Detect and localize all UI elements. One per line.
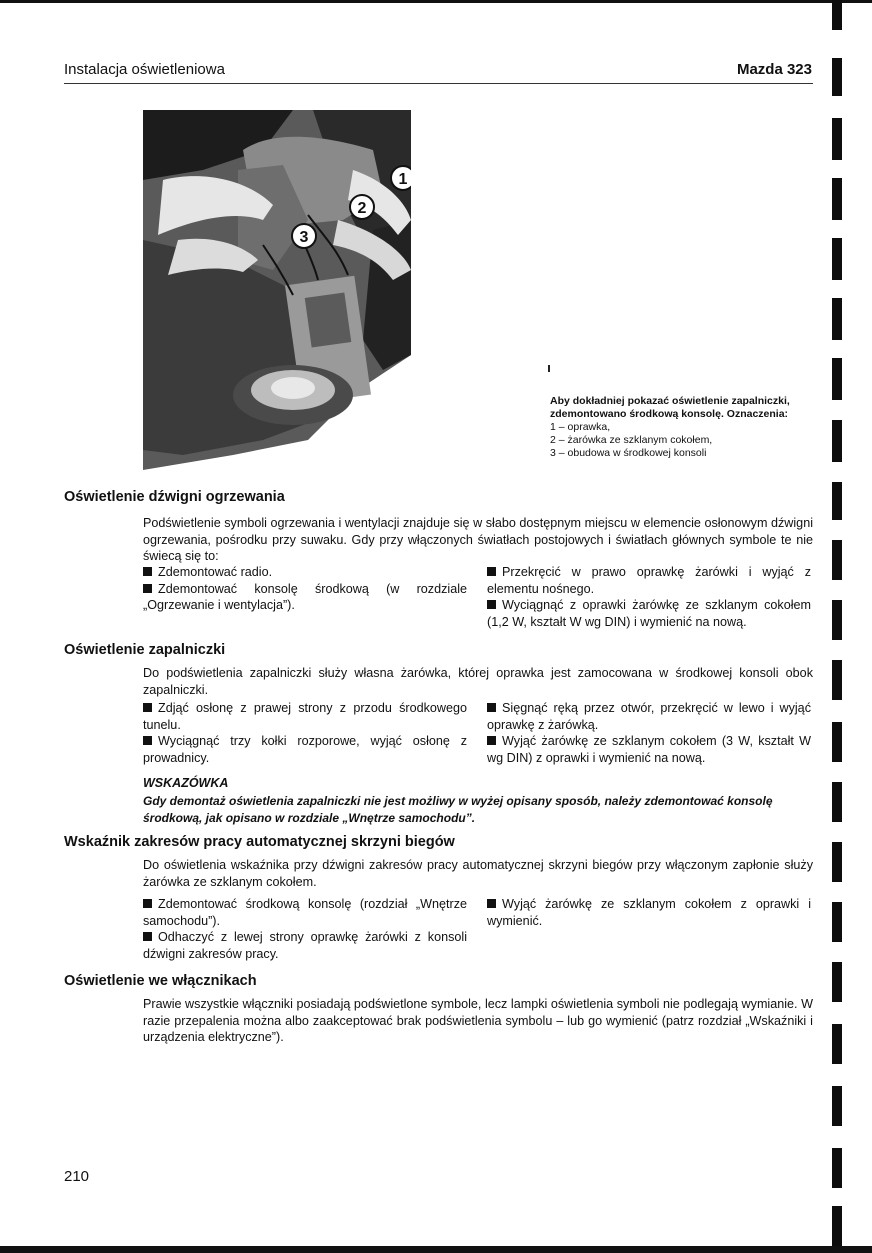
bottom-border (0, 1246, 872, 1253)
section-intro: Podświetlenie symboli ogrzewania i wentylacji znajduje się w słabo dostępnym miejscu w elemencie osłonowym dźwigni ogrzewania, pośrodku przy suwaku. Gdy przy włączonych światłach postojowych i światłach głównych symbole te nie świecą się to: (143, 516, 813, 563)
header-rule (64, 83, 813, 84)
legend-item: 3 – obudowa w środkowej konsoli (550, 447, 707, 459)
running-header-model: Mazda 323 (736, 61, 812, 78)
figure-label-2: 2 (357, 200, 367, 217)
step-item: Wyciągnąć trzy kołki rozporowe, wyjąć osłonę z prowadnicy. (143, 734, 467, 765)
bullet-icon (487, 600, 496, 609)
bullet-icon (143, 899, 152, 908)
steps-left (143, 896, 467, 962)
bullet-icon (143, 567, 152, 576)
figure-tick (548, 365, 550, 372)
bullet-icon (143, 703, 152, 712)
edge-bar (832, 58, 842, 96)
step-item: Zdemontować radio. (143, 564, 467, 581)
edge-bar (832, 358, 842, 400)
steps-right (487, 896, 811, 929)
edge-bar (832, 118, 842, 160)
edge-bar (832, 1024, 842, 1064)
edge-bar (832, 660, 842, 700)
bullet-icon (487, 703, 496, 712)
steps-right (487, 564, 811, 630)
edge-bar (832, 1086, 842, 1126)
bullet-icon (143, 584, 152, 593)
edge-bar (832, 1206, 842, 1246)
bullet-icon (487, 899, 496, 908)
page-number: 210 (64, 1168, 90, 1185)
edge-bar (832, 842, 842, 882)
section-heading: Wskaźnik zakresów pracy automatycznej skrzyni biegów (64, 834, 455, 850)
edge-bar (832, 238, 842, 280)
edge-bar (832, 540, 842, 580)
step-item: Sięgnąć ręką przez otwór, przekręcić w lewo i wyjąć oprawkę z żarówką. (487, 701, 811, 732)
edge-bar (832, 298, 842, 340)
section-heading: Oświetlenie we włącznikach (64, 973, 257, 989)
edge-bar (832, 482, 842, 520)
edge-bar (832, 722, 842, 762)
step-item: Zdemontować konsolę środkową (w rozdziale „Ogrzewanie i wentylacja”). (143, 581, 467, 612)
edge-bar (832, 902, 842, 942)
edge-bar (832, 962, 842, 1002)
section-intro: Do podświetlenia zapalniczki służy własna żarówka, której oprawka jest zamocowana w środkowej konsoli obok zapalniczki. (143, 666, 813, 697)
bullet-icon (487, 736, 496, 745)
step-item: Wyjąć żarówkę ze szklanym cokołem (3 W, kształt W wg DIN) z oprawki i wymienić na nową. (487, 734, 811, 765)
bullet-icon (143, 932, 152, 941)
running-header-section: Instalacja oświetleniowa (64, 61, 225, 78)
step-item: Odhaczyć z lewej strony oprawkę żarówki z konsoli dźwigni zakresów pracy. (143, 930, 467, 961)
figure-label-3: 3 (299, 229, 309, 246)
step-item: Wyciągnąć z oprawki żarówkę ze szklanym cokołem (1,2 W, kształt W wg DIN) i wymienić na nową. (487, 598, 811, 629)
bullet-icon (143, 736, 152, 745)
top-border (0, 0, 872, 3)
section-intro: Prawie wszystkie włączniki posiadają podświetlone symbole, lecz lampki oświetlenia symboli nie podlegają wymianie. W razie przepalenia można albo zaakceptować brak podświetlenia symbolu – lub go wymienić (patrz rozdział „Wskaźniki i urządzenia elektryczne”). (143, 997, 813, 1044)
figure-label-1: 1 (398, 171, 408, 188)
steps-right (487, 700, 811, 766)
figure-caption-title: Aby dokładniej pokazać oświetlenie zapalniczki, zdemontowano środkową konsolę. Oznaczenia: (550, 395, 790, 420)
step-item: Zdemontować środkową konsolę (rozdział „Wnętrze samochodu”). (143, 897, 467, 928)
edge-bar (832, 600, 842, 640)
note-text: Gdy demontaż oświetlenia zapalniczki nie jest możliwy w wyżej opisany sposób, należy zdemontować konsolę środkową, jak opisano w rozdziale „Wnętrze samochodu”. (143, 794, 773, 825)
step-item: Wyjąć żarówkę ze szklanym cokołem z oprawki i wymienić. (487, 897, 811, 928)
step-item: Zdjąć osłonę z prawej strony z przodu środkowego tunelu. (143, 701, 467, 732)
edge-bar (832, 178, 842, 220)
edge-bar (832, 0, 842, 30)
edge-bar (832, 782, 842, 822)
edge-bar (832, 1148, 842, 1188)
console-photo (143, 110, 411, 470)
legend-item: 1 – oprawka, (550, 421, 611, 433)
note-title: WSKAZÓWKA (143, 776, 229, 790)
figure-caption (550, 395, 790, 460)
step-item: Przekręcić w prawo oprawkę żarówki i wyjąć z elementu nośnego. (487, 565, 811, 596)
edge-bar (832, 420, 842, 462)
steps-left (143, 700, 467, 766)
steps-left (143, 564, 467, 614)
section-heading: Oświetlenie dźwigni ogrzewania (64, 489, 285, 505)
legend-item: 2 – żarówka ze szklanym cokołem, (550, 434, 713, 446)
section-intro: Do oświetlenia wskaźnika przy dźwigni zakresów pracy automatycznej skrzyni biegów przy włączonym zapłonie służy żarówka ze szklanym cokołem. (143, 858, 813, 889)
bullet-icon (487, 567, 496, 576)
section-heading: Oświetlenie zapalniczki (64, 642, 226, 658)
